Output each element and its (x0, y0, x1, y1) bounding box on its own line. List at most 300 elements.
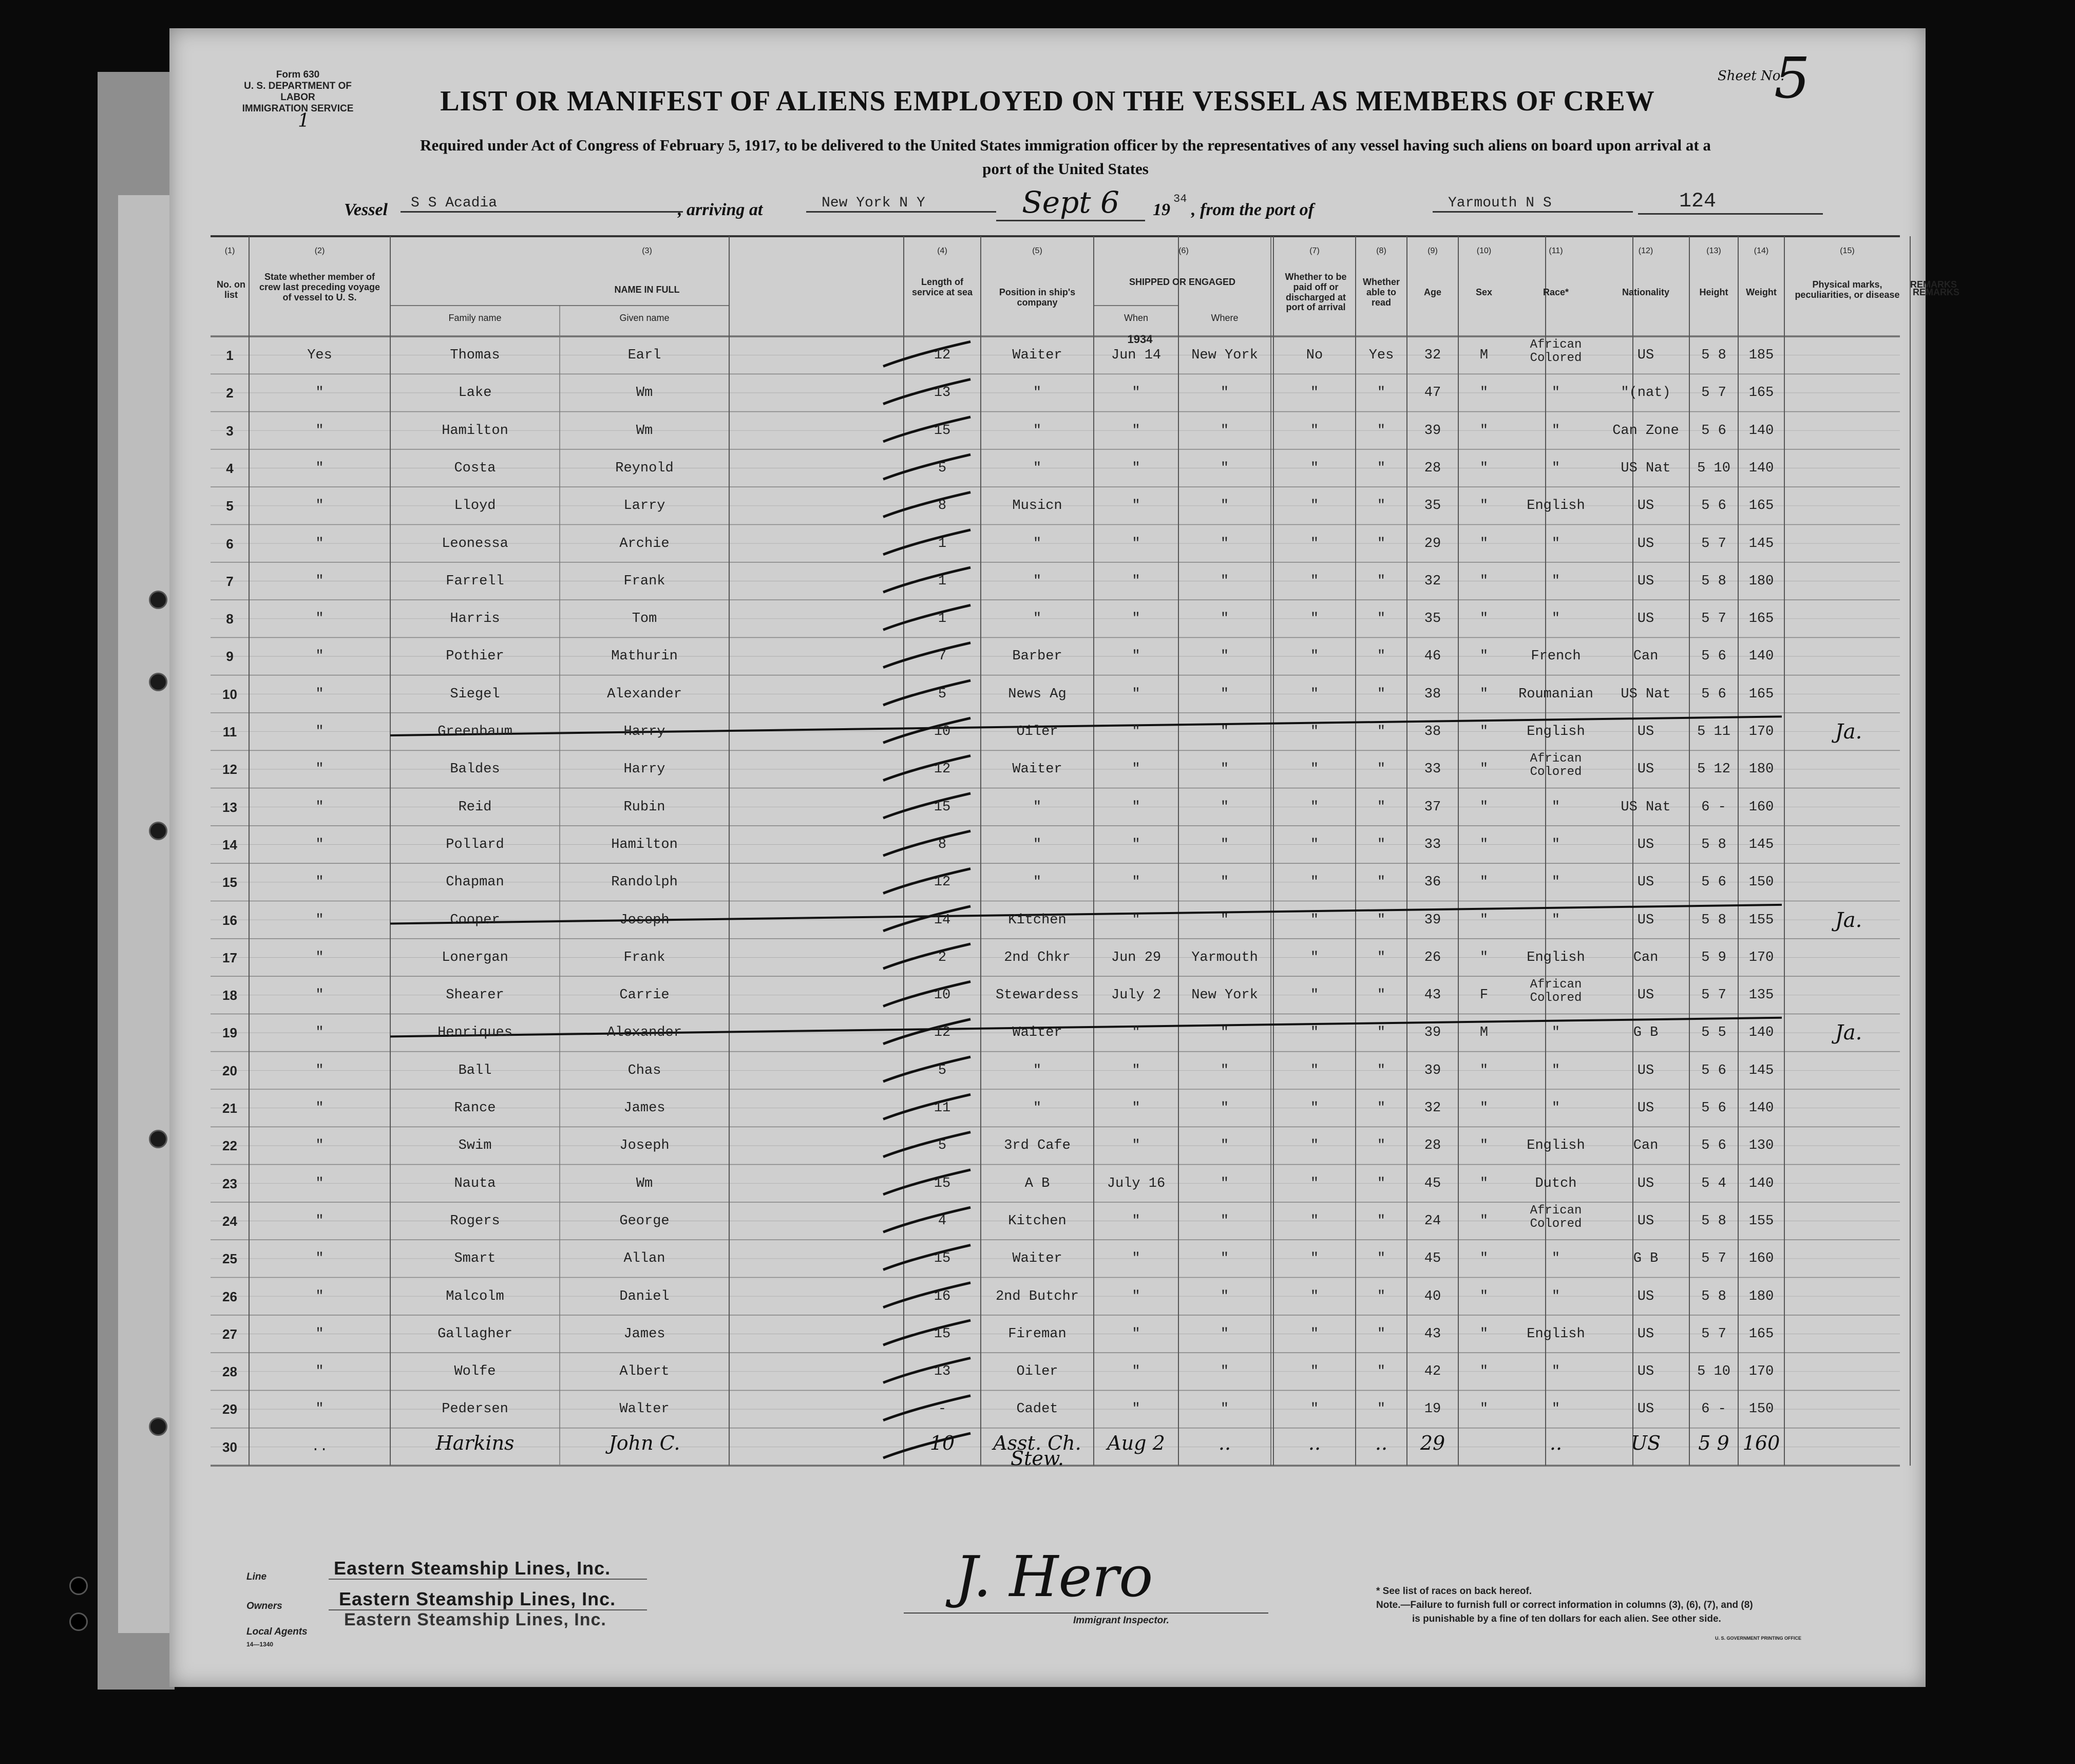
row-height: 5 6 (1701, 1138, 1726, 1154)
header-height: Height (1699, 287, 1728, 297)
note-line-1: Note.—Failure to furnish full or correct information in columns (3), (6), (7), and (8) (1376, 1600, 1753, 1610)
row-paid-off: " (1310, 536, 1319, 552)
row-length-service: 1 (938, 611, 947, 627)
row-family-name: Smart (454, 1251, 496, 1267)
row-sex: " (1479, 1364, 1489, 1380)
column-number: (9) (1427, 246, 1438, 255)
row-family-name: Rance (454, 1101, 496, 1116)
row-given-name: Joseph (619, 912, 670, 928)
row-weight: 170 (1748, 724, 1774, 739)
row-given-name: Alexander (607, 1025, 682, 1041)
row-prev-voyage: " (315, 1251, 324, 1267)
row-nationality: US (1637, 536, 1654, 552)
row-paid-off: " (1310, 1401, 1319, 1417)
row-paid-off: " (1310, 460, 1319, 476)
row-race: " (1551, 1025, 1560, 1041)
row-race: Roumanian (1518, 686, 1593, 702)
row-where: " (1220, 724, 1229, 739)
row-given-name: Tom (632, 611, 657, 627)
row-given-name: Allan (623, 1251, 665, 1267)
row-age: 47 (1424, 385, 1441, 401)
header-shipped: SHIPPED OR ENGAGED (1129, 277, 1236, 287)
row-sex: M (1479, 1025, 1489, 1041)
row-age: 36 (1424, 875, 1441, 890)
row-weight: 140 (1748, 460, 1774, 476)
header-race: Race* (1543, 287, 1569, 297)
row-able-to-read: " (1377, 573, 1386, 589)
row-where: " (1220, 536, 1229, 552)
row-prev-voyage: " (315, 837, 324, 852)
row-age: 45 (1424, 1175, 1441, 1191)
row-height: 5 7 (1701, 988, 1726, 1003)
row-race: " (1551, 1251, 1560, 1267)
row-number: 9 (226, 649, 234, 665)
row-family-name: Chapman (446, 875, 504, 890)
column-number: (4) (937, 246, 947, 255)
row-able-to-read: " (1377, 385, 1386, 401)
row-sex: " (1479, 1288, 1489, 1304)
row-when: " (1132, 799, 1140, 815)
row-sex: " (1479, 385, 1489, 401)
inspector-label: Immigrant Inspector. (1073, 1615, 1169, 1626)
row-paid-off: " (1310, 799, 1319, 815)
row-sex: " (1479, 573, 1489, 589)
row-when: " (1132, 1213, 1140, 1229)
row-where: " (1220, 1326, 1229, 1342)
row-when: " (1132, 385, 1140, 401)
row-weight: 165 (1748, 385, 1774, 401)
row-family-name: Lonergan (442, 950, 508, 965)
row-race: " (1551, 423, 1560, 439)
row-race: English (1527, 1326, 1585, 1342)
row-when: " (1132, 686, 1140, 702)
row-length-service: 1 (938, 536, 947, 552)
row-nationality: US Nat (1621, 799, 1671, 815)
row-nationality: Can (1633, 649, 1659, 665)
row-number: 22 (222, 1138, 237, 1154)
row-length-service: 11 (934, 1101, 951, 1116)
row-race: " (1551, 1101, 1560, 1116)
row-able-to-read: " (1377, 762, 1386, 777)
row-height: 6 - (1701, 1401, 1726, 1417)
row-age: 38 (1424, 724, 1441, 739)
row-position: Stewardess (995, 988, 1079, 1003)
row-nationality: G B (1633, 1025, 1659, 1041)
row-nationality: US (1637, 1213, 1654, 1229)
row-age: 37 (1424, 799, 1441, 815)
row-when: " (1132, 912, 1140, 928)
row-prev-voyage: " (315, 1288, 324, 1304)
binder-hole (149, 1417, 167, 1436)
header-physical-marks: Physical marks, peculiarities, or disease (1795, 279, 1900, 300)
row-length-service: 12 (934, 1025, 951, 1041)
column-number: (13) (1706, 246, 1721, 255)
row-prev-voyage: .. (311, 1439, 328, 1455)
row-nationality: US (1637, 611, 1654, 627)
row-nationality: US (1637, 348, 1654, 363)
row-given-name: Daniel (619, 1288, 670, 1304)
row-when: Jun 29 (1111, 950, 1162, 965)
row-nationality: Can (1633, 950, 1659, 965)
row-race: " (1551, 460, 1560, 476)
row-where: " (1220, 1063, 1229, 1078)
row-weight: 145 (1748, 1063, 1774, 1078)
row-sex: " (1479, 611, 1489, 627)
row-height: 5 7 (1701, 611, 1726, 627)
row-able-to-read: Yes (1368, 348, 1394, 363)
row-weight: 160 (1748, 1251, 1774, 1267)
row-paid-off: " (1310, 950, 1319, 965)
manifest-table: (1) (2) (3) (4) (5) (6) (7) (8) (9) (10) (11) (12) (13) (14) (15) No. on list State whether member of crew last preceding voyage of vessel to U. S. NAME IN FULL Family name Given name Length of service at sea Position in ship's company SHIPPED OR ENGAGED When Where Whether to be paid off or discharged at port of arrival Whether able to read Age Sex Race* Nationality Height Weight Physical marks, peculiarities, or disease REMARKS REMARKS 1934 1 Yes Thomas Earl 12 Waiter Jun 14 New York No Yes 32 M African Colored US 5 8 185 2 " Lake Wm 13 " " " " " 47 " " "(nat) 5 7 165 3 " Hamilton Wm 15 " " " " " 39 " " Can Zone 5 6 140 4 " Costa Reynold 5 " " " " " 28 " " US Nat 5 10 140 5 " Lloyd Larry 8 Musicn " " " " 35 " English US 5 6 165 6 " Leonessa Archie 1 " " " " " 29 " " US 5 7 145 7 " Farrell Frank 1 " " " " " 32 " " US 5 8 180 8 " Harris Tom 1 " " " " " 35 " " US 5 7 165 9 " Pothier Mathurin 7 Barber " " " " 46 " French Can 5 6 140 10 " Siegel Alexander 5 News Ag " " " " 38 " Roumanian US Nat 5 6 165 11 " Greenbaum Harry 10 Oiler " " " " 38 " English US 5 11 170 Ja. 12 " Baldes Harry 12 Waiter " " " " 33 " African Colored US 5 12 180 13 " Reid Rubin 15 " " " " " 37 " " US Nat 6 - 160 14 " Pollard Hamilton 8 " " " " " 33 " " US 5 8 145 15 " Chapman Randolph 12 " " " " " 36 " " US 5 6 150 16 " Cooper Joseph 14 Kitchen " " " " 39 " " US 5 8 155 Ja. 17 " Lonergan Frank 2 2nd Chkr Jun 29 Yarmouth " " 26 " English Can 5 9 170 18 " Shearer Carrie 10 Stewardess July 2 New York " " 43 F African Colored US 5 7 135 19 " Henriques Alexander 12 Waiter " " " " 39 M " G B 5 5 140 Ja. 20 " Ball Chas 5 " " " " " 39 " " US 5 6 145 21 " Rance James 11 " " " " " 32 " " US 5 6 140 22 " Swim Joseph 5 3rd Cafe " " " " 28 " English Can 5 6 130 23 " Nauta Wm 15 A B July 16 " " " 45 " Dutch US 5 4 140 24 " Rogers George 4 Kitchen " " " " 24 " African Colored US 5 8 155 25 " Smart Allan 15 Waiter " " " " 45 " " G B 5 7 160 26 " Malcolm Daniel 16 2nd Butchr " " " " 40 " " US 5 8 180 27 " Gallagher James 15 Fireman " " " " 43 " English US 5 7 165 28 " Wolfe Albert 13 Oiler " " " " 42 " " US 5 10 170 29 " Pedersen Walter - Cadet " " " " 19 " " US 6 - 150 30 .. Harkins John C. 10 Asst. Ch. Stew. Aug 2 .. .. .. 29 .. US 5 9 160 (169, 28, 1926, 1687)
department-label: U. S. DEPARTMENT OF LABOR (244, 81, 352, 103)
row-height: 5 8 (1701, 1213, 1726, 1229)
row-position: Barber (1012, 649, 1062, 665)
owners-label: Owners (246, 1601, 282, 1611)
row-height: 5 11 (1697, 724, 1730, 739)
row-able-to-read: " (1377, 611, 1386, 627)
row-paid-off: .. (1308, 1431, 1321, 1454)
row-sex: " (1479, 875, 1489, 890)
row-prev-voyage: " (315, 1175, 324, 1191)
row-age: 32 (1424, 573, 1441, 589)
row-paid-off: " (1310, 1101, 1319, 1116)
row-nationality: US (1637, 724, 1654, 739)
row-paid-off: " (1310, 724, 1319, 739)
row-paid-off: " (1310, 1288, 1319, 1304)
row-given-name: Carrie (619, 988, 670, 1003)
row-where: .. (1218, 1431, 1231, 1454)
row-family-name: Shearer (446, 988, 504, 1003)
row-number: 21 (222, 1101, 237, 1116)
inspector-line (904, 1613, 1268, 1614)
row-family-name: Lake (458, 385, 492, 401)
row-when: " (1132, 649, 1140, 665)
row-number: 29 (222, 1401, 237, 1417)
row-number: 13 (222, 799, 237, 815)
header-prev-voyage: State whether member of crew last preceding voyage of vessel to U. S. (259, 272, 380, 302)
row-prev-voyage: " (315, 799, 324, 815)
row-nationality: US (1637, 1326, 1654, 1342)
sheet-no-label: Sheet No. (1718, 68, 1785, 84)
row-able-to-read: .. (1375, 1431, 1388, 1454)
row-position: " (1033, 611, 1042, 627)
row-race: African Colored (1530, 1203, 1582, 1231)
row-height: 5 6 (1701, 1101, 1726, 1116)
row-given-name: Rubin (623, 799, 665, 815)
row-paid-off: " (1310, 649, 1319, 665)
row-height: 5 6 (1701, 649, 1726, 665)
row-when: July 16 (1107, 1175, 1166, 1191)
row-race: English (1527, 498, 1585, 514)
row-paid-off: " (1310, 1025, 1319, 1041)
row-prev-voyage: " (315, 460, 324, 476)
row-family-name: Leonessa (442, 536, 508, 552)
row-sex: " (1479, 912, 1489, 928)
row-able-to-read: " (1377, 988, 1386, 1003)
row-where: " (1220, 837, 1229, 852)
row-prev-voyage: " (315, 912, 324, 928)
row-prev-voyage: " (315, 1138, 324, 1154)
column-number: (7) (1309, 246, 1320, 255)
row-position: " (1033, 1063, 1042, 1078)
row-weight: 165 (1748, 1326, 1774, 1342)
line-label: Line (246, 1571, 267, 1582)
row-when: " (1132, 498, 1140, 514)
row-height: 5 6 (1701, 498, 1726, 514)
row-family-name: Thomas (450, 348, 500, 363)
departure-port: Yarmouth N S (1433, 195, 1633, 213)
row-nationality: US (1637, 988, 1654, 1003)
row-where: New York (1191, 348, 1258, 363)
row-prev-voyage: " (315, 573, 324, 589)
row-height: 5 6 (1701, 423, 1726, 439)
row-height: 5 6 (1701, 875, 1726, 890)
row-where: " (1220, 498, 1229, 514)
row-height: 5 7 (1701, 1326, 1726, 1342)
row-age: 33 (1424, 762, 1441, 777)
row-sex: " (1479, 649, 1489, 665)
row-sex: " (1479, 1101, 1489, 1116)
row-length-service: 2 (938, 950, 947, 965)
row-where: " (1220, 799, 1229, 815)
year-suffix: 34 (1173, 193, 1187, 205)
row-height: 5 4 (1701, 1175, 1726, 1191)
owners-value: Eastern Steamship Lines, Inc. (339, 1588, 616, 1609)
row-position: Kitchen (1008, 912, 1067, 928)
row-when: " (1132, 724, 1140, 739)
row-race: " (1551, 385, 1560, 401)
row-height: 6 - (1701, 799, 1726, 815)
arrival-port: New York N Y (806, 195, 996, 213)
column-number: (3) (642, 246, 652, 255)
row-weight: 155 (1748, 1213, 1774, 1229)
row-length-service: 15 (934, 799, 951, 815)
row-given-name: John C. (608, 1431, 680, 1454)
row-race: " (1551, 573, 1560, 589)
row-height: 5 5 (1701, 1025, 1726, 1041)
row-when: " (1132, 611, 1140, 627)
row-family-name: Lloyd (454, 498, 496, 514)
row-paid-off: " (1310, 1364, 1319, 1380)
footer-note (1376, 1584, 1890, 1626)
row-position: 3rd Cafe (1004, 1138, 1071, 1154)
row-where: " (1220, 1401, 1229, 1417)
row-when: " (1132, 1063, 1140, 1078)
row-prev-voyage: " (315, 686, 324, 702)
row-able-to-read: " (1377, 950, 1386, 965)
row-position: News Ag (1008, 686, 1067, 702)
row-where: " (1220, 423, 1229, 439)
row-number: 24 (222, 1213, 237, 1229)
row-age: 33 (1424, 837, 1441, 852)
row-given-name: James (623, 1101, 665, 1116)
row-prev-voyage: " (315, 385, 324, 401)
column-number: (5) (1032, 246, 1042, 255)
row-number: 5 (226, 498, 234, 514)
row-race: " (1551, 1364, 1560, 1380)
row-position: 2nd Butchr (995, 1288, 1079, 1304)
row-able-to-read: " (1377, 1063, 1386, 1078)
row-weight: 160 (1748, 799, 1774, 815)
row-where: " (1220, 762, 1229, 777)
header-age: Age (1423, 287, 1441, 297)
row-where: " (1220, 1288, 1229, 1304)
row-nationality: US Nat (1621, 686, 1671, 702)
row-where: New York (1191, 988, 1258, 1003)
row-number: 6 (226, 536, 234, 552)
row-length-service: 1 (938, 573, 947, 589)
row-family-name: Gallagher (437, 1326, 512, 1342)
row-prev-voyage: " (315, 762, 324, 777)
row-height: 5 9 (1698, 1431, 1729, 1454)
row-paid-off: " (1310, 988, 1319, 1003)
row-weight: 130 (1748, 1138, 1774, 1154)
row-paid-off: " (1310, 1213, 1319, 1229)
row-prev-voyage: " (315, 724, 324, 739)
row-nationality: Can Zone (1612, 423, 1679, 439)
row-age: 28 (1424, 1138, 1441, 1154)
row-family-name: Pollard (446, 837, 504, 852)
row-number: 30 (222, 1439, 237, 1455)
row-nationality: US (1637, 573, 1654, 589)
row-when: " (1132, 460, 1140, 476)
row-given-name: Wm (636, 1175, 653, 1191)
row-height: 5 7 (1701, 536, 1726, 552)
row-number: 26 (222, 1288, 237, 1304)
row-able-to-read: " (1377, 1213, 1386, 1229)
row-nationality: US (1637, 1288, 1654, 1304)
row-number: 17 (222, 950, 237, 965)
row-nationality: US (1637, 762, 1654, 777)
header-position: Position in ship's company (999, 287, 1076, 308)
row-family-name: Pothier (446, 649, 504, 665)
row-number: 7 (226, 573, 234, 589)
header-weight: Weight (1746, 287, 1777, 297)
row-number: 3 (226, 423, 234, 439)
row-weight: 165 (1748, 686, 1774, 702)
row-age: 39 (1424, 423, 1441, 439)
row-length-service: 8 (938, 837, 947, 852)
column-number: (1) (224, 246, 235, 255)
row-position: Kitchen (1008, 1213, 1067, 1229)
row-able-to-read: " (1377, 724, 1386, 739)
row-number: 27 (222, 1326, 237, 1342)
row-number: 1 (226, 348, 234, 363)
row-nationality: US Nat (1621, 460, 1671, 476)
row-height: 5 6 (1701, 686, 1726, 702)
row-height: 5 9 (1701, 950, 1726, 965)
row-race: " (1551, 912, 1560, 928)
arriving-label: , arriving at (678, 200, 763, 219)
row-given-name: Joseph (619, 1138, 670, 1154)
row-age: 38 (1424, 686, 1441, 702)
row-position: Waiter (1012, 348, 1062, 363)
row-paid-off: " (1310, 498, 1319, 514)
subtitle-line-2: port of the United States (982, 160, 1149, 178)
row-family-name: Wolfe (454, 1364, 496, 1380)
row-weight: 150 (1748, 875, 1774, 890)
row-when: Jun 14 (1111, 348, 1162, 363)
binder-hole (69, 1613, 88, 1631)
row-given-name: Harry (623, 724, 665, 739)
row-given-name: Earl (627, 348, 661, 363)
row-where: " (1220, 1364, 1229, 1380)
row-paid-off: No (1306, 348, 1323, 363)
agents-label: Local Agents (246, 1626, 308, 1637)
row-number: 23 (222, 1175, 237, 1191)
row-family-name: Hamilton (442, 423, 508, 439)
row-position: " (1033, 837, 1042, 852)
row-family-name: Pedersen (442, 1401, 508, 1417)
row-able-to-read: " (1377, 1401, 1386, 1417)
row-weight: 145 (1748, 536, 1774, 552)
row-when: " (1132, 1326, 1140, 1342)
row-age: 24 (1424, 1213, 1441, 1229)
row-length-service: 15 (934, 423, 951, 439)
row-when: " (1132, 1288, 1140, 1304)
agents-value: Eastern Steamship Lines, Inc. (344, 1610, 606, 1629)
row-family-name: Rogers (450, 1213, 500, 1229)
shipped-year-note: 1934 (1127, 333, 1153, 346)
row-number: 2 (226, 385, 234, 401)
row-length-service: 15 (934, 1175, 951, 1191)
row-sex: " (1479, 536, 1489, 552)
row-family-name: Harris (450, 611, 500, 627)
row-sex: " (1479, 1175, 1489, 1191)
row-sex: " (1479, 1063, 1489, 1078)
row-weight: 140 (1748, 1101, 1774, 1116)
row-age: 29 (1424, 536, 1441, 552)
row-position: 2nd Chkr (1004, 950, 1071, 965)
header-family-name: Family name (448, 313, 502, 323)
row-nationality: US (1637, 1364, 1654, 1380)
row-number: 12 (222, 762, 237, 777)
row-given-name: Archie (619, 536, 670, 552)
row-paid-off: " (1310, 1251, 1319, 1267)
row-age: 45 (1424, 1251, 1441, 1267)
column-number: (6) (1178, 246, 1189, 255)
column-number: (12) (1638, 246, 1653, 255)
row-number: 20 (222, 1063, 237, 1078)
row-position: Waiter (1012, 762, 1062, 777)
row-sex: " (1479, 686, 1489, 702)
row-age: 32 (1424, 348, 1441, 363)
column-number: (14) (1754, 246, 1769, 255)
row-weight: 140 (1748, 1175, 1774, 1191)
row-age: 46 (1424, 649, 1441, 665)
row-sex: " (1479, 762, 1489, 777)
row-position: " (1033, 875, 1042, 890)
row-height: 5 10 (1697, 460, 1730, 476)
row-nationality: US (1637, 1401, 1654, 1417)
row-nationality: US (1637, 912, 1654, 928)
row-physical-mark: Ja. (1835, 908, 1862, 932)
row-race: " (1551, 1288, 1560, 1304)
row-race: African Colored (1530, 752, 1582, 780)
row-age: 26 (1424, 950, 1441, 965)
service-label: IMMIGRATION SERVICE (242, 103, 354, 114)
row-prev-voyage: " (315, 423, 324, 439)
row-where: " (1220, 573, 1229, 589)
row-paid-off: " (1310, 385, 1319, 401)
row-given-name: Randolph (611, 875, 678, 890)
row-able-to-read: " (1377, 1326, 1386, 1342)
row-length-service: 16 (934, 1288, 951, 1304)
row-family-name: Ball (458, 1063, 492, 1078)
row-race: English (1527, 1138, 1585, 1154)
row-when: " (1132, 573, 1140, 589)
row-paid-off: " (1310, 686, 1319, 702)
